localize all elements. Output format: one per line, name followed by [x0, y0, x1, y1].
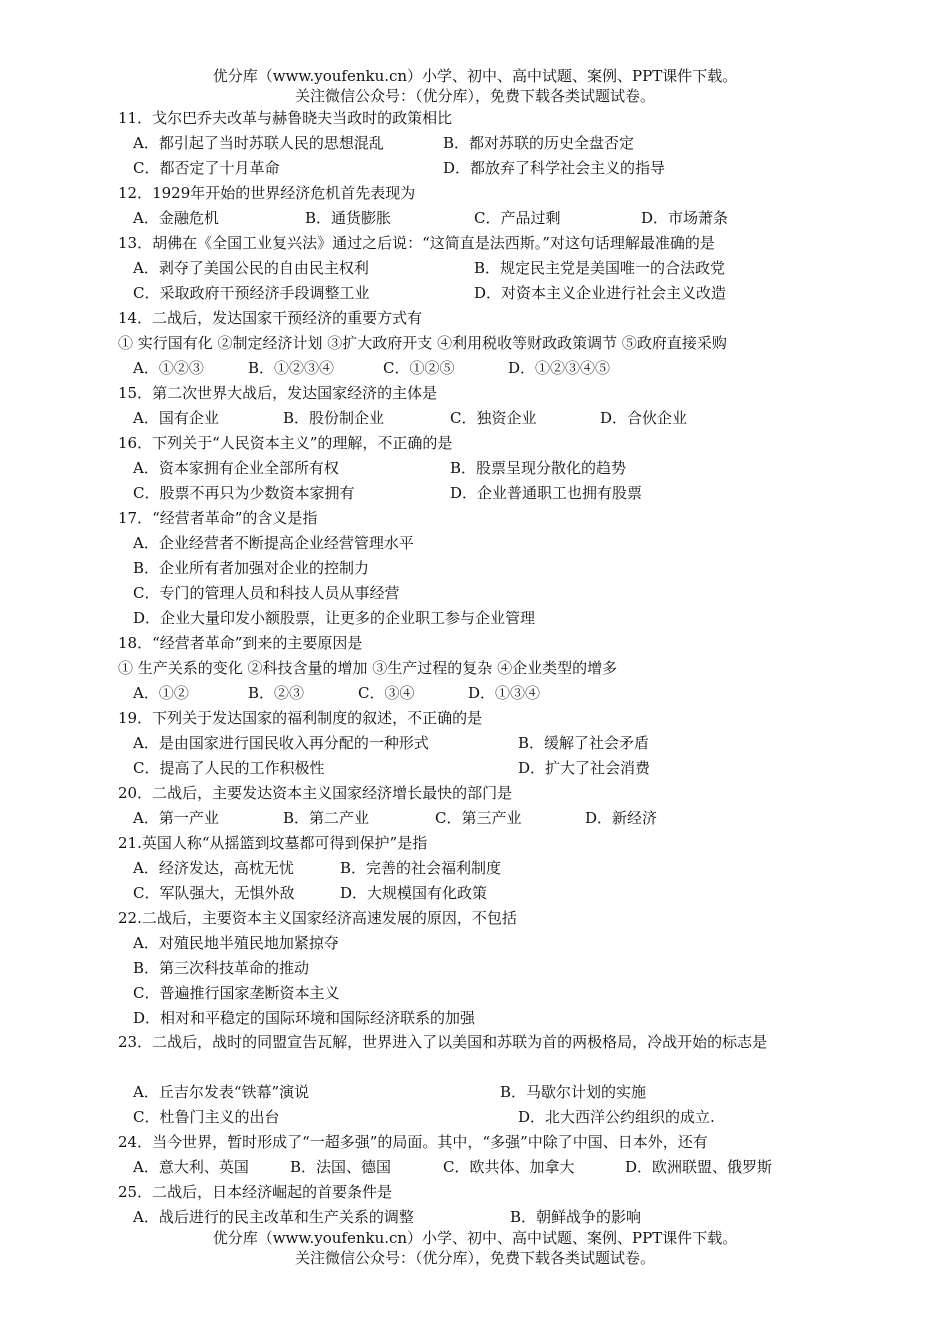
question-23-option-c: C．杜鲁门主义的出台: [133, 1108, 280, 1126]
question-18-option-b: B．②③: [248, 684, 305, 702]
question-25-stem: 25．二战后，日本经济崛起的首要条件是: [118, 1183, 393, 1201]
question-13-option-d: D．对资本主义企业进行社会主义改造: [474, 284, 727, 302]
question-19-option-a: A．是由国家进行国民收入再分配的一种形式: [133, 734, 429, 752]
question-14-stem: 14．二战后，发达国家干预经济的重要方式有: [118, 309, 423, 327]
question-19-option-b: B．缓解了社会矛盾: [518, 734, 650, 752]
header-line-1: 优分库（www.youfenku.cn）小学、初中、高中试题、案例、PPT课件下载。: [212, 67, 738, 85]
question-15-option-d: D．合伙企业: [600, 409, 688, 427]
question-20-option-a: A．第一产业: [133, 809, 219, 827]
question-11-option-d: D．都放弃了科学社会主义的指导: [443, 159, 666, 177]
question-16-stem: 16．下列关于“人民资本主义”的理解，不正确的是: [118, 434, 453, 452]
question-14-option-b: B．①②③④: [248, 359, 335, 377]
question-18-option-d: D．①③④: [468, 684, 541, 702]
question-14-option-c: C．①②⑤: [383, 359, 455, 377]
question-12-option-a: A．金融危机: [133, 209, 219, 227]
question-25-option-b: B．朝鲜战争的影响: [510, 1208, 642, 1226]
question-20-option-c: C．第三产业: [435, 809, 522, 827]
question-22-option-a: A．对殖民地半殖民地加紧掠夺: [133, 934, 339, 952]
question-12-option-c: C．产品过剩: [474, 209, 561, 227]
question-12-stem: 12．1929年开始的世界经济危机首先表现为: [118, 184, 416, 202]
question-13-option-b: B．规定民主党是美国唯一的合法政党: [474, 259, 726, 277]
question-23-option-b: B．马歇尔计划的实施: [500, 1083, 647, 1101]
question-22-option-c: C．普遍推行国家垄断资本主义: [133, 984, 340, 1002]
question-11-option-c: C．都否定了十月革命: [133, 159, 280, 177]
question-16-option-c: C．股票不再只为少数资本家拥有: [133, 484, 355, 502]
question-18-items: ① 生产关系的变化 ②科技含量的增加 ③生产过程的复杂 ④企业类型的增多: [118, 659, 618, 677]
question-12-option-b: B．通货膨胀: [305, 209, 392, 227]
question-14-option-a: A．①②③: [133, 359, 204, 377]
question-15-option-a: A．国有企业: [133, 409, 219, 427]
question-11-option-b: B．都对苏联的历史全盘否定: [443, 134, 635, 152]
question-20-option-d: D．新经济: [585, 809, 658, 827]
footer-line-1: 优分库（www.youfenku.cn）小学、初中、高中试题、案例、PPT课件下载。: [212, 1229, 738, 1247]
question-22-option-d: D．相对和平稳定的国际环境和国际经济联系的加强: [133, 1009, 476, 1027]
question-17-option-d: D．企业大量印发小额股票，让更多的企业职工参与企业管理: [133, 609, 536, 627]
question-21-option-b: B．完善的社会福利制度: [340, 859, 502, 877]
question-20-stem: 20．二战后，主要发达资本主义国家经济增长最快的部门是: [118, 784, 513, 802]
question-19-stem: 19．下列关于发达国家的福利制度的叙述，不正确的是: [118, 709, 483, 727]
question-21-option-c: C．军队强大，无惧外敌: [133, 884, 295, 902]
question-11-stem: 11．戈尔巴乔夫改革与赫鲁晓夫当政时的政策相比: [118, 109, 453, 127]
question-23-option-a: A．丘吉尔发表“铁幕”演说: [133, 1083, 310, 1101]
question-17-stem: 17．“经营者革命”的含义是指: [118, 509, 318, 527]
question-24-stem: 24．当今世界，暂时形成了“一超多强”的局面。其中，“多强”中除了中国、日本外，还有: [118, 1133, 708, 1151]
question-11-option-a: A．都引起了当时苏联人民的思想混乱: [133, 134, 384, 152]
question-22-stem: 22.二战后，主要资本主义国家经济高速发展的原因，不包括: [118, 909, 517, 927]
question-14-items: ① 实行国有化 ②制定经济计划 ③扩大政府开支 ④利用税收等财政政策调节 ⑤政府直接采购: [118, 334, 727, 352]
question-19-option-c: C．提高了人民的工作积极性: [133, 759, 325, 777]
header-line-2: 关注微信公众号：（优分库），免费下载各类试题试卷。: [294, 87, 655, 105]
question-12-option-d: D．市场萧条: [641, 209, 729, 227]
question-20-option-b: B．第二产业: [283, 809, 370, 827]
question-13-option-a: A．剥夺了美国公民的自由民主权利: [133, 259, 369, 277]
question-17-option-c: C．专门的管理人员和科技人员从事经营: [133, 584, 400, 602]
question-18-option-c: C．③④: [358, 684, 415, 702]
question-21-option-d: D．大规模国有化政策: [340, 884, 488, 902]
question-24-option-a: A．意大利、英国: [133, 1158, 249, 1176]
question-15-stem: 15．第二次世界大战后，发达国家经济的主体是: [118, 384, 438, 402]
question-16-option-a: A．资本家拥有企业全部所有权: [133, 459, 339, 477]
question-13-stem: 13．胡佛在《全国工业复兴法》通过之后说：“这简直是法西斯。”对这句话理解最准确的是: [118, 234, 715, 252]
question-24-option-d: D．欧洲联盟、俄罗斯: [625, 1158, 773, 1176]
question-14-option-d: D．①②③④⑤: [508, 359, 611, 377]
question-17-option-a: A．企业经营者不断提高企业经营管理水平: [133, 534, 414, 552]
question-18-stem: 18．“经营者革命”到来的主要原因是: [118, 634, 363, 652]
question-16-option-b: B．股票呈现分散化的趋势: [450, 459, 627, 477]
question-19-option-d: D．扩大了社会消费: [518, 759, 651, 777]
question-18-option-a: A．①②: [133, 684, 189, 702]
question-22-option-b: B．第三次科技革命的推动: [133, 959, 310, 977]
question-21-option-a: A．经济发达，高枕无忧: [133, 859, 294, 877]
question-15-option-c: C．独资企业: [450, 409, 537, 427]
footer-line-2: 关注微信公众号：（优分库），免费下载各类试题试卷。: [294, 1249, 655, 1267]
question-23-option-d: D．北大西洋公约组织的成立.: [518, 1108, 715, 1126]
question-17-option-b: B．企业所有者加强对企业的控制力: [133, 559, 370, 577]
question-15-option-b: B．股份制企业: [283, 409, 385, 427]
question-25-option-a: A．战后进行的民主改革和生产关系的调整: [133, 1208, 414, 1226]
question-16-option-d: D．企业普通职工也拥有股票: [450, 484, 643, 502]
question-24-option-b: B．法国、德国: [290, 1158, 392, 1176]
question-13-option-c: C．采取政府干预经济手段调整工业: [133, 284, 370, 302]
question-24-option-c: C．欧共体、加拿大: [443, 1158, 575, 1176]
question-21-stem: 21.英国人称“从摇篮到坟墓都可得到保护”是指: [118, 834, 428, 852]
question-23-stem: 23．二战后，战时的同盟宣告瓦解，世界进入了以美国和苏联为首的两极格局，冷战开始的标志是: [118, 1033, 768, 1051]
